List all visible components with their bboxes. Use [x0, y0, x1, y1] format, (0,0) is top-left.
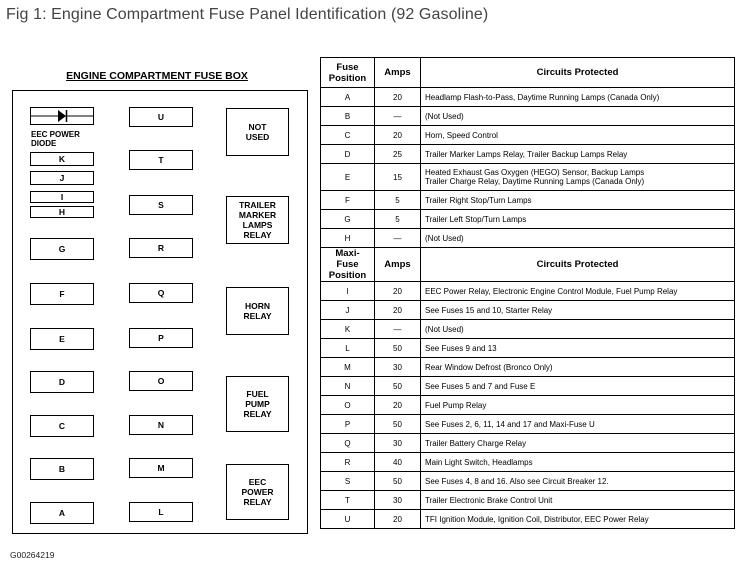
fuse-slot-c: C	[30, 415, 94, 437]
maxi-fuse-position: N	[321, 377, 375, 396]
fuse-circuits: (Not Used)	[421, 229, 735, 248]
table-row	[321, 320, 735, 339]
maxi-fuse-position: J	[321, 301, 375, 320]
fuse-circuits: Horn, Speed Control	[421, 126, 735, 145]
fuse-slot-r: R	[129, 238, 193, 258]
fuse-slot-i: I	[30, 191, 94, 203]
fuse-amps: 25	[375, 145, 421, 164]
maxi-fuse-circuits: See Fuses 15 and 10, Starter Relay	[421, 301, 735, 320]
fuse-slot-g: G	[30, 238, 94, 260]
diode-label: EEC POWER DIODE	[31, 130, 80, 148]
maxi-fuse-circuits: Trailer Electronic Brake Control Unit	[421, 491, 735, 510]
maxi-fuse-position: R	[321, 453, 375, 472]
fuse-circuits: Heated Exhaust Gas Oxygen (HEGO) Sensor, Backup Lamps Trailer Charge Relay, Daytime Running Lamps (Canada Only)	[421, 164, 735, 191]
table-row	[321, 210, 735, 229]
table-row	[321, 415, 735, 434]
table-row	[321, 229, 735, 248]
maxi-table-header-cell-1: Amps	[375, 248, 421, 282]
fuse-circuits: Trailer Left Stop/Turn Lamps	[421, 210, 735, 229]
fuse-circuits: Trailer Right Stop/Turn Lamps	[421, 191, 735, 210]
fuse-circuits: Trailer Marker Lamps Relay, Trailer Backup Lamps Relay	[421, 145, 735, 164]
fuse-amps: 20	[375, 126, 421, 145]
maxi-fuse-circuits: (Not Used)	[421, 320, 735, 339]
maxi-fuse-circuits: EEC Power Relay, Electronic Engine Control Module, Fuel Pump Relay	[421, 282, 735, 301]
maxi-fuse-amps: 50	[375, 472, 421, 491]
maxi-fuse-position: Q	[321, 434, 375, 453]
fuse-slot-u: U	[129, 107, 193, 127]
maxi-fuse-circuits: TFI Ignition Module, Ignition Coil, Distributor, EEC Power Relay	[421, 510, 735, 529]
maxi-fuse-circuits: See Fuses 2, 6, 11, 14 and 17 and Maxi-Fuse U	[421, 415, 735, 434]
maxi-fuse-position: P	[321, 415, 375, 434]
fuse-slot-f: F	[30, 283, 94, 305]
table-row	[321, 301, 735, 320]
fuse-table-header	[321, 58, 735, 88]
fuse-slot-h: H	[30, 206, 94, 218]
fuse-amps: 5	[375, 210, 421, 229]
maxi-fuse-position: L	[321, 339, 375, 358]
fuse-position: C	[321, 126, 375, 145]
fuse-slot-a: A	[30, 502, 94, 524]
maxi-fuse-amps: 20	[375, 282, 421, 301]
fuse-table-header-cell-0: Fuse Position	[321, 58, 375, 88]
fuse-slot-d: D	[30, 371, 94, 393]
fuse-box-diagram	[12, 90, 308, 534]
fuse-slot-t: T	[129, 150, 193, 170]
maxi-fuse-amps: 20	[375, 510, 421, 529]
fuse-amps: —	[375, 107, 421, 126]
fuse-slot-q: Q	[129, 283, 193, 303]
fuse-position: G	[321, 210, 375, 229]
fuse-circuits: Headlamp Flash-to-Pass, Daytime Running Lamps (Canada Only)	[421, 88, 735, 107]
table-row	[321, 282, 735, 301]
table-row	[321, 491, 735, 510]
maxi-fuse-amps: 50	[375, 339, 421, 358]
maxi-fuse-amps: 40	[375, 453, 421, 472]
table-row	[321, 339, 735, 358]
fuse-circuits: (Not Used)	[421, 107, 735, 126]
maxi-fuse-position: S	[321, 472, 375, 491]
fuse-position: H	[321, 229, 375, 248]
fuse-position: D	[321, 145, 375, 164]
not-used-relay: NOT USED	[226, 108, 289, 156]
maxi-fuse-amps: 30	[375, 434, 421, 453]
table-row	[321, 396, 735, 415]
maxi-table-header-cell-0: Maxi-Fuse Position	[321, 248, 375, 282]
fuse-amps: —	[375, 229, 421, 248]
maxi-fuse-amps: 20	[375, 396, 421, 415]
figure-title: Fig 1: Engine Compartment Fuse Panel Identification (92 Gasoline)	[6, 6, 489, 23]
maxi-fuse-position: O	[321, 396, 375, 415]
table-row	[321, 126, 735, 145]
fuse-position: F	[321, 191, 375, 210]
table-row	[321, 107, 735, 126]
table-row	[321, 472, 735, 491]
maxi-fuse-circuits: Trailer Battery Charge Relay	[421, 434, 735, 453]
table-row	[321, 434, 735, 453]
reference-code: G00264219	[10, 550, 55, 560]
eec-power-diode	[30, 107, 94, 125]
table-row	[321, 453, 735, 472]
maxi-fuse-position: K	[321, 320, 375, 339]
maxi-fuse-position: U	[321, 510, 375, 529]
maxi-fuse-circuits: See Fuses 9 and 13	[421, 339, 735, 358]
fuse-amps: 20	[375, 88, 421, 107]
fuse-slot-l: L	[129, 502, 193, 522]
fuse-slot-e: E	[30, 328, 94, 350]
maxi-fuse-position: M	[321, 358, 375, 377]
fuse-position: E	[321, 164, 375, 191]
fuse-slot-k: K	[30, 152, 94, 166]
maxi-fuse-circuits: See Fuses 5 and 7 and Fuse E	[421, 377, 735, 396]
table-row	[321, 164, 735, 191]
fuse-slot-p: P	[129, 328, 193, 348]
table-row	[321, 145, 735, 164]
fuse-table	[320, 57, 735, 529]
maxi-fuse-circuits: Rear Window Defrost (Bronco Only)	[421, 358, 735, 377]
maxi-fuse-amps: 50	[375, 377, 421, 396]
fuse-table-header-cell-2: Circuits Protected	[421, 58, 735, 88]
fuse-table-header-cell-1: Amps	[375, 58, 421, 88]
fuse-slot-s: S	[129, 195, 193, 215]
table-row	[321, 510, 735, 529]
fuse-box-title: ENGINE COMPARTMENT FUSE BOX	[66, 70, 248, 82]
fuse-slot-b: B	[30, 458, 94, 480]
trailer-marker-lamps-relay: TRAILER MARKER LAMPS RELAY	[226, 196, 289, 244]
table-row	[321, 377, 735, 396]
maxi-fuse-amps: 30	[375, 491, 421, 510]
eec-power-relay: EEC POWER RELAY	[226, 464, 289, 520]
horn-relay: HORN RELAY	[226, 287, 289, 335]
maxi-table-header-cell-2: Circuits Protected	[421, 248, 735, 282]
maxi-fuse-position: T	[321, 491, 375, 510]
fuel-pump-relay: FUEL PUMP RELAY	[226, 376, 289, 432]
fuse-slot-j: J	[30, 171, 94, 185]
maxi-fuse-position: I	[321, 282, 375, 301]
fuse-slot-m: M	[129, 458, 193, 478]
fuse-position: B	[321, 107, 375, 126]
maxi-fuse-amps: 50	[375, 415, 421, 434]
table-row	[321, 191, 735, 210]
fuse-amps: 15	[375, 164, 421, 191]
maxi-fuse-circuits: Main Light Switch, Headlamps	[421, 453, 735, 472]
fuse-position: A	[321, 88, 375, 107]
table-row	[321, 88, 735, 107]
maxi-fuse-amps: 20	[375, 301, 421, 320]
maxi-table-header	[321, 248, 735, 282]
maxi-fuse-amps: 30	[375, 358, 421, 377]
maxi-fuse-circuits: Fuel Pump Relay	[421, 396, 735, 415]
maxi-fuse-amps: —	[375, 320, 421, 339]
table-row	[321, 358, 735, 377]
diode-icon	[31, 108, 93, 124]
fuse-slot-n: N	[129, 415, 193, 435]
fuse-slot-o: O	[129, 371, 193, 391]
maxi-fuse-circuits: See Fuses 4, 8 and 16. Also see Circuit Breaker 12.	[421, 472, 735, 491]
fuse-amps: 5	[375, 191, 421, 210]
